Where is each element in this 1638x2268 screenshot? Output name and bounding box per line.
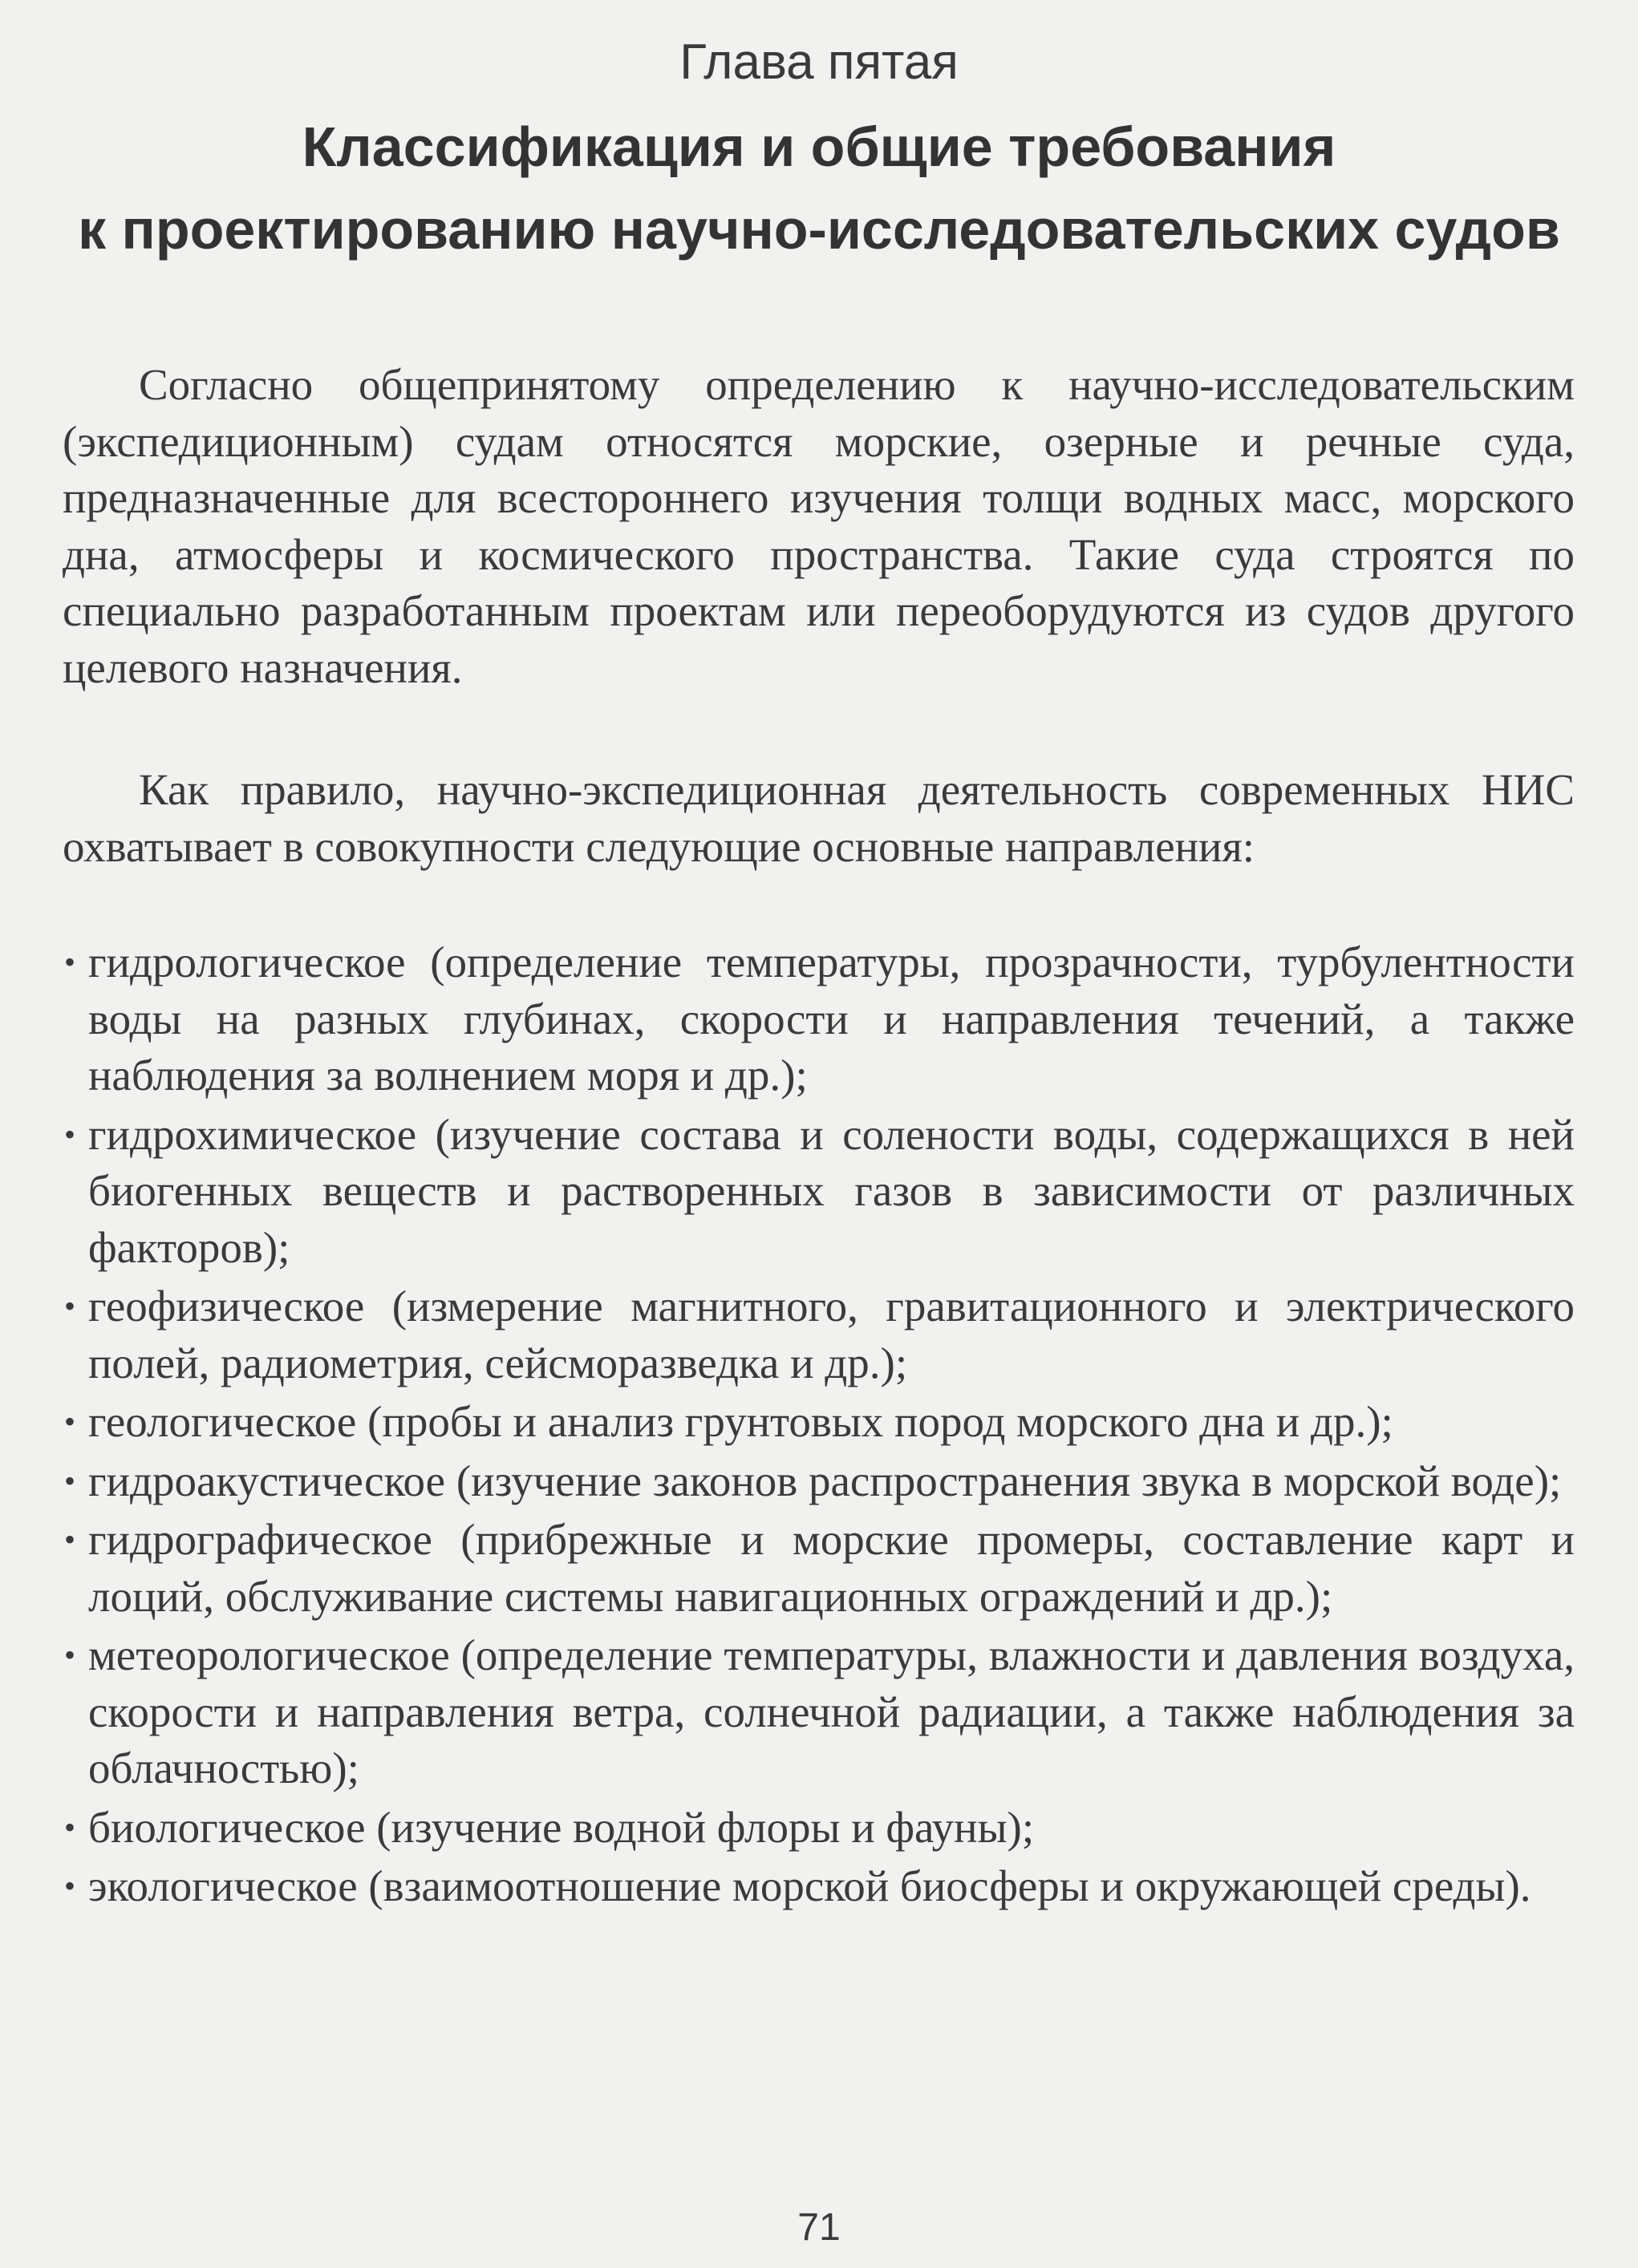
bullet-icon: • <box>64 944 76 980</box>
page-number: 71 <box>797 2206 841 2249</box>
bullet-icon: • <box>64 1116 76 1152</box>
list-item-text: гидрохимическое (изучение состава и солености воды, содержащихся в ней биогенных веществ и растворенных газов в зависимости от различных факторов); <box>88 1109 1575 1272</box>
list-item-text: гидрографическое (прибрежные и морские промеры, составление карт и лоций, обслуживание системы навигационных ограждений и др.); <box>88 1515 1575 1621</box>
chapter-title-line-2: к проектированию научно-исследовательских судов <box>78 198 1560 261</box>
list-item-hydrographic <box>63 1512 1575 1625</box>
list-item-text: метеорологическое (определение температуры, влажности и давления воздуха, скорости и направления ветра, солнечной радиации, а также наблюдения за облачностью); <box>88 1630 1575 1792</box>
chapter-title-line-1: Классификация и общие требования <box>302 115 1336 178</box>
bullet-icon: • <box>64 1462 76 1499</box>
list-item-geophysical <box>63 1278 1575 1391</box>
chapter-title <box>48 106 1590 271</box>
list-item-hydrological <box>63 934 1575 1104</box>
list-item-hydrochemical <box>63 1107 1575 1277</box>
bullet-icon: • <box>64 1288 76 1324</box>
bullet-icon: • <box>64 1808 76 1845</box>
list-item-hydroacoustic <box>63 1453 1575 1510</box>
list-item-ecological <box>63 1858 1575 1915</box>
list-item-geological <box>63 1394 1575 1451</box>
list-item-text: экологическое (взаимоотношение морской биосферы и окружающей среды). <box>88 1861 1531 1910</box>
bullet-icon: • <box>64 1521 76 1557</box>
paragraph-directions-intro: Как правило, научно-экспедиционная деятельность современных НИС охватывает в совокупности следующие основные направления: <box>63 765 1575 871</box>
bullet-icon: • <box>64 1868 76 1904</box>
chapter-label: Глава пятая <box>679 34 959 90</box>
research-directions-list <box>63 934 1575 1918</box>
list-item-biological <box>63 1800 1575 1857</box>
list-item-text: гидрологическое (определение температуры, прозрачности, турбулентности воды на разных глубинах, скорости и направления течений, а также наблюдения за волнением моря и др.); <box>88 938 1575 1100</box>
list-item-text: биологическое (изучение водной флоры и фауны); <box>88 1802 1035 1852</box>
list-item-text: гидроакустическое (изучение законов распространения звука в морской воде); <box>88 1456 1562 1505</box>
list-item-text: геологическое (пробы и анализ грунтовых пород морского дна и др.); <box>88 1397 1393 1446</box>
list-item-meteorological <box>63 1627 1575 1797</box>
paragraph-definition: Согласно общепринятому определению к научно-исследовательским (экспедиционным) судам относятся морские, озерные и речные суда, предназначенные для всестороннего изучения толщи водных масс, морского дна, атмосферы и космического пространства. Такие суда строятся по специально разработанным проектам или переоборудуются из судов другого целевого назначения. <box>63 360 1575 692</box>
bullet-icon: • <box>64 1403 76 1440</box>
list-item-text: геофизическое (измерение магнитного, гравитационного и электрического полей, радиометрия, сейсморазведка и др.); <box>88 1282 1575 1387</box>
bullet-icon: • <box>64 1637 76 1673</box>
